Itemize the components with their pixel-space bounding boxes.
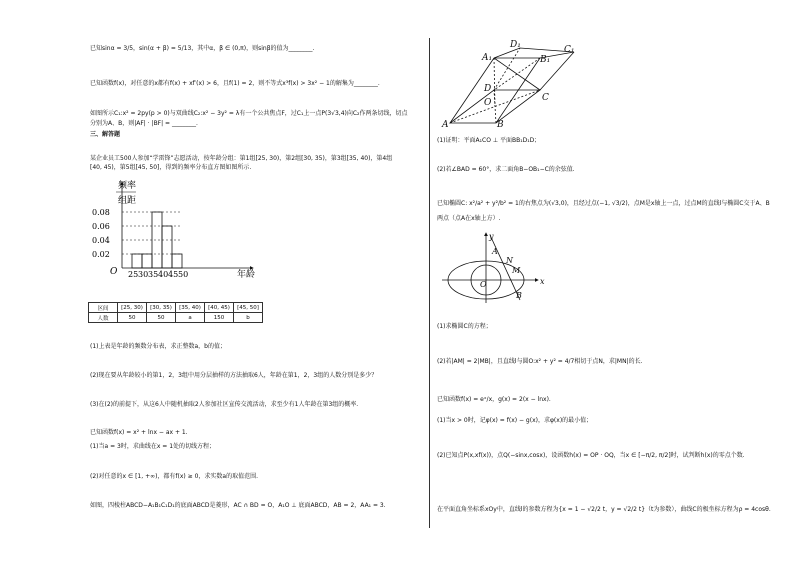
subquestion-2: (2)现在要从年龄较小的第1，2，3组中用分层抽样的方法抽取6人，年龄在第1，2，3组的人数分别是多少？ (90, 372, 378, 379)
hist-xtick-label: 35 (148, 270, 159, 278)
hist-bar (162, 226, 172, 268)
question-inequality: 已知函数f(x)，对任意的x都有f(x) + xf′(x) > 6，且f(1) = 2，则不等式x³f(x) > 3x² − 1的解集为________. (90, 80, 380, 87)
table-header-cell: [25, 30) (118, 303, 147, 313)
polar-question: 在平面直角坐标系xOy中，直线l的参数方程为{x = 1 − √2/2 t，y = √2/2 t}（t为参数），曲线C的极坐标方程为ρ = 4cosθ. (437, 506, 771, 513)
hist-ylabel-bottom: 组距 (118, 196, 137, 206)
hist-bar (172, 254, 182, 268)
hist-ytick-label: 0.08 (92, 208, 110, 217)
hist-ylabel-top: 频率 (118, 181, 137, 191)
label-D1: D₁ (510, 40, 521, 50)
table-value-cell: a (176, 313, 205, 323)
hist-xtick-label: 25 (128, 270, 139, 278)
question-parabola: 如图所示C₁:x² = 2py(p > 0)与双曲线C₂:x² − 3y² = λ有一个公共焦点F，过C₁上一点P(3√3,4)向C₂作两条切线，切点 (90, 110, 408, 117)
label-B: B (497, 120, 504, 128)
question-sin: 已知sinα = 3/5，sin(α + β) = 5/13，其中α，β ∈ (0,π)，则sinβ的值为________. (90, 45, 315, 52)
function-sub-2: (2)对任意的x ∈ [1, +∞)，都有f(x) ≥ 0，求实数a的取值范围. (90, 473, 259, 480)
ellipse-figure (440, 230, 550, 305)
question-parabola-2: 分别为A、B，则|AF| · |BF| = ________. (90, 120, 198, 127)
section-heading: 三、解答题 (90, 131, 121, 138)
table-value-cell: 150 (205, 313, 234, 323)
subquestion-1: (1)上表是年龄的频数分布表，求正整数a，b的值； (90, 343, 226, 350)
hist-bar (142, 254, 152, 268)
function-question: 已知函数f(x) = x² + lnx − ax + 1. (90, 429, 188, 436)
table-value-cell: 50 (147, 313, 176, 323)
prism-edge-bb1 (496, 58, 540, 123)
subquestion-3: (3)在(2)的前提下，从这6人中随机抽取2人参加社区宣传交流活动，求至少有1人年龄在第3组的概率. (90, 401, 359, 408)
label-O-ellipse: O (480, 280, 487, 289)
table-header-cell: 区间 (89, 303, 118, 313)
label-C: C (542, 93, 549, 103)
hist-xlabel: 年龄 (237, 270, 256, 278)
function-sub-1: (1)当a = 3时，求曲线在x = 1处的切线方程； (90, 443, 216, 450)
question-volunteer: 某企业员工500人参加“学雷锋”志愿活动，按年龄分组：第1组[25, 30)，第2组[30, 35)，第3组[35, 40)，第4组 (90, 155, 393, 162)
histogram-chart (88, 178, 258, 278)
label-A1: A₁ (482, 53, 493, 63)
ellipse-question-2: 两点（点A在x轴上方）. (437, 215, 501, 222)
table-header-cell: [30, 35) (147, 303, 176, 313)
frequency-table (88, 302, 263, 323)
label-y: y (489, 232, 494, 241)
label-x: x (540, 277, 545, 286)
hist-xtick-label: 40 (158, 270, 169, 278)
table-value-cell: 人数 (89, 313, 118, 323)
exp-question: 已知函数f(x) = eˣ/x，g(x) = 2(x − lnx). (437, 396, 551, 403)
label-M: M (512, 266, 521, 275)
prism-top (494, 48, 574, 58)
hist-ytick-label: 0.04 (92, 236, 110, 245)
label-N: N (506, 256, 513, 265)
table-header-cell: [40, 45) (205, 303, 234, 313)
label-O: O (484, 98, 492, 108)
hist-ytick-label: 0.06 (92, 222, 110, 231)
hist-origin: O (110, 267, 118, 277)
hist-xtick-label: 30 (138, 270, 149, 278)
table-value-cell: 50 (118, 313, 147, 323)
hist-xtick-label: 50 (178, 270, 189, 278)
prism-sub-1: (1)证明：平面A₁CO ⊥ 平面BB₁D₁D； (437, 137, 541, 144)
prism-sub-2: (2)若∠BAD = 60°，求二面角B−OB₁−C的余弦值. (437, 166, 575, 173)
column-divider (429, 38, 430, 528)
label-A-ellipse: A (492, 247, 498, 256)
ellipse-sub-2: (2)若|AM| = 2|MB|，且直线l与圆O:x² + y² = 4/7相切于点N，求|MN|的长. (437, 358, 643, 365)
hist-bar (132, 254, 142, 268)
ellipse-question: 已知椭圆C: x²/a² + y²/b² = 1的右焦点为(√3,0)，且经过点(−1, √3/2)，点M是x轴上一点，过点M的直线l与椭圆C交于A、B (437, 200, 770, 207)
exp-sub-2: (2)已知点P(x,xf(x))，点Q(−sinx,cosx)，设函数h(x) = OP · OQ，当x ∈ [−π/2, π/2]时，试判断h(x)的零点个数. (437, 452, 745, 459)
table-header-cell: [35, 40) (176, 303, 205, 313)
label-B-ellipse: B (516, 291, 522, 300)
label-B1: B₁ (540, 55, 551, 65)
hist-xtick-label: 45 (168, 270, 179, 278)
question-volunteer-2: [40, 45)，第5组[45, 50]，得到的频率分布直方图如图所示. (90, 164, 252, 171)
prism-figure (440, 40, 575, 128)
prism-edge-dd1 (494, 48, 520, 90)
table-value-cell: b (234, 313, 263, 323)
label-A: A (442, 120, 449, 128)
table-header-cell: [45, 50] (234, 303, 263, 313)
hist-bar (152, 212, 162, 268)
label-D: D (484, 84, 492, 94)
hist-ytick-label: 0.02 (92, 250, 110, 259)
exp-sub-1: (1)当x > 0时，记φ(x) = f(x) − g(x)，求φ(x)的最小值； (437, 417, 593, 424)
label-C1: C₁ (564, 45, 575, 55)
ellipse-sub-1: (1)求椭圆C的方程； (437, 323, 492, 330)
prism-question: 如图，四棱柱ABCD−A₁B₁C₁D₁的底面ABCD是菱形，AC ∩ BD = O，A₁O ⊥ 底面ABCD，AB = 2，AA₁ = 3. (90, 502, 386, 509)
